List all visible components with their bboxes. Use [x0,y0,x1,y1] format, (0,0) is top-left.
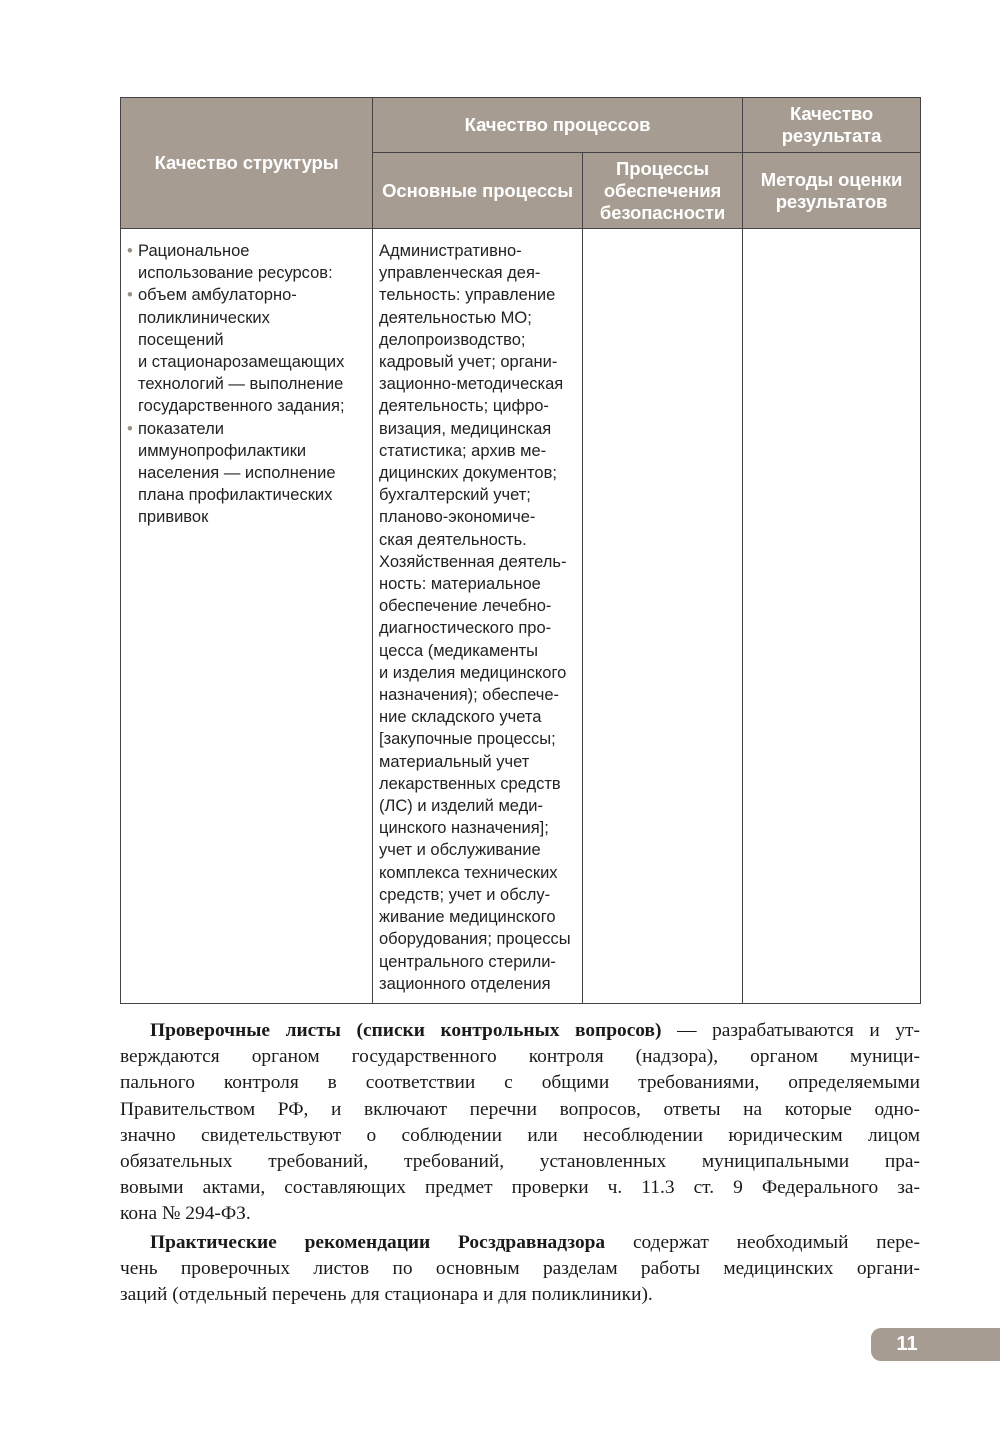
header-structure-quality: Качество структуры [121,98,373,229]
header-result-quality: Качество результата [743,98,921,153]
safety-processes-cell [583,229,743,1004]
page-number-tab [871,1328,1000,1361]
term-recommendations: Практические рекомендации Росздравнадзора [150,1232,606,1253]
paragraph-recommendations: Практические рекомендации Росздравнадзора содержат необходимый пере- чень проверочных листов по основным разделам работы медицинских органи- заций (отдельный перечень для стационара и для поликлиники). [120,1232,920,1306]
result-methods-cell [743,229,921,1004]
header-safety-processes: Процессы обеспечения безопасности [583,153,743,229]
bullet-item: • Рациональное использование ресурсов: [127,242,333,283]
header-process-quality: Качество процессов [373,98,743,153]
bullet-icon: • [127,419,133,438]
structure-cell [121,229,373,1004]
bullet-icon: • [127,286,133,305]
paragraph-checklists: Проверочные листы (списки контрольных вопросов) — разрабатываются и ут- верждаются органом государственного контроля (надзора), органом муници- пального контроля в соответствии с общими требованиями, определяемыми Правительством РФ, и включают перечни вопросов, ответы на которые одно- значно свидетельствуют о соблюдении или несоблюдении юридическим лицом обязательных требований, требований, установленных муниципальными пра- вовыми актами, составляющих предмет проверки ч. 11.3 ст. 9 Федерального за- кона № 294-ФЗ. [120,1020,920,1225]
main-processes-cell: Административно- управленческая дея- тельность: управление деятельностью МО; делопроизводство; кадровый учет; органи- зационно-методическая деятельность; цифро- визация, медицинская статистика; архив ме- дицинских документов; бухгалтерский учет; планово-экономиче- ская деятельность. Хозяйственная деятель- ность: материальное обеспечение лечебно- диагностического про- цесса (медикаменты и изделия медицинского назначения); обеспече- ние складского учета [закупочные процессы; материальный учет лекарственных средств (ЛС) и изделий меди- цинского назначения]; учет и обслуживание комплекса технических средств; учет и обслу- живание медицинского оборудования; процессы центрального стерили- зационного отделения [373,229,583,1004]
header-result-methods: Методы оценки результатов [743,153,921,229]
header-main-processes: Основные процессы [373,153,583,229]
bullet-item: • объем амбулаторно- поликлинических посещений и стационарозамещающих технологий — выполнение государственного задания; [127,286,345,416]
term-checklists: Проверочные листы (списки контрольных вопросов) [150,1020,662,1041]
page-number: 11 [896,1333,918,1355]
quality-table [120,97,921,1004]
bullet-icon: • [127,242,133,260]
bullet-item: • показатели иммунопрофилактики населения — исполнение плана профилактических прививок [127,419,336,527]
